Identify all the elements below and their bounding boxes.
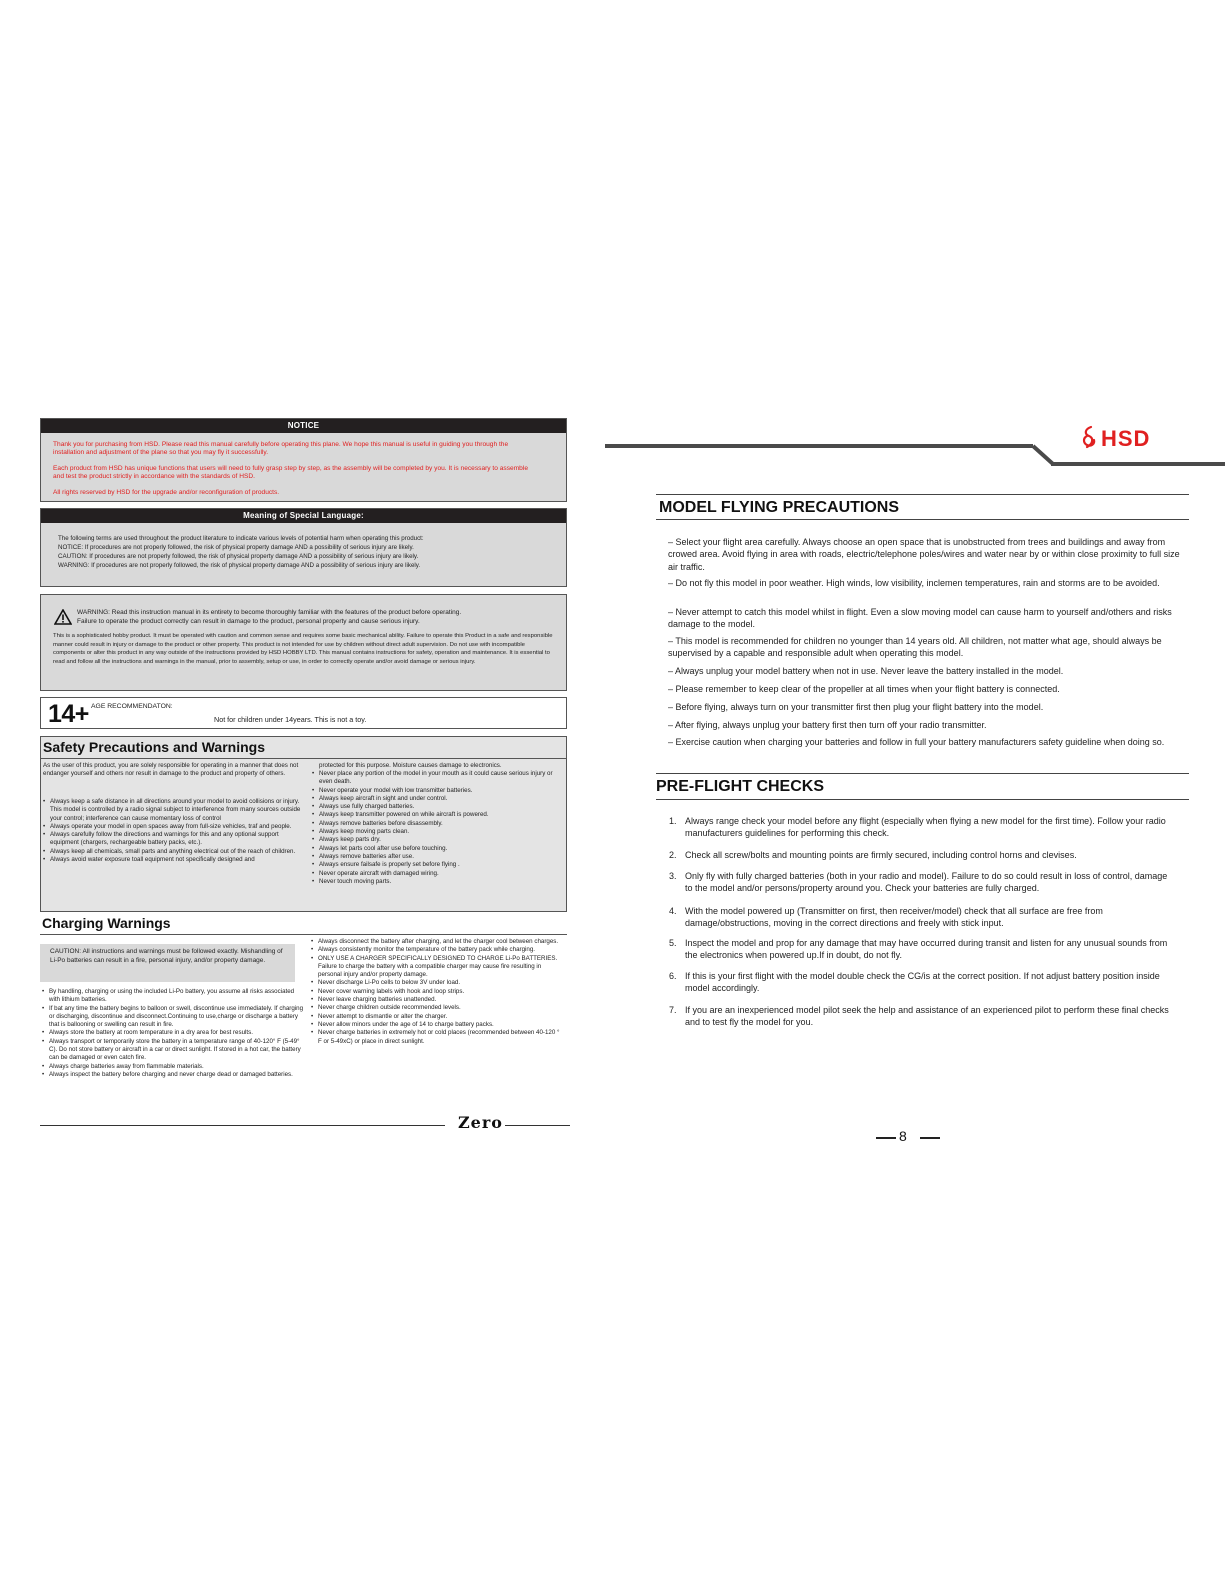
list-item: • Never touch moving parts. — [312, 878, 564, 886]
safety-section — [40, 736, 567, 912]
list-item: • Always transport or temporarily store the battery in a temperature range of 40-120° F (5-49° C). Do not store battery or aircraft in a car or direct sunlight. If stored in a hot car, the battery can be damaged or even catch fire. — [42, 1038, 304, 1063]
flying-item: – Never attempt to catch this model whilst in flight. Even a slow moving model can cause harm to yourself and/others and risks damage to the model. — [668, 607, 1172, 630]
flying-item: – Exercise caution when charging your batteries and follow in full your battery manufacturers safety guideline when doing so. — [668, 737, 1165, 747]
preflight-item: 1. Always range check your model before any flight (especially when flying a new model for the first time). Follow your radio manufacturers guidelines for performing this check. — [669, 816, 1166, 839]
list-item: • Always keep transmitter powered on while aircraft is powered. — [312, 811, 564, 819]
list-item: • Always remove batteries before disassembly. — [312, 820, 564, 828]
list-item: • Always disconnect the battery after charging, and let the charger cool between charges. — [311, 938, 563, 946]
list-item: • Always inspect the battery before charging and never charge dead or damaged batteries. — [42, 1071, 304, 1079]
safety-right-list — [312, 770, 564, 886]
flying-item: – After flying, always unplug your battery first then turn off your radio transmitter. — [668, 720, 987, 730]
list-item: • Always keep all chemicals, small parts and anything electrical out of the reach of children. — [43, 848, 308, 856]
age-badge: 14+ — [48, 700, 89, 728]
list-item: • By handling, charging or using the included Li-Po battery, you assume all risks associated with lithium batteries. — [42, 988, 304, 1005]
list-item: • ONLY USE A CHARGER SPECIFICALLY DESIGNED TO CHARGE Li-Po BATTERIES. Failure to charge the battery with a compatible charger may cause fire resulting in personal injury and/or property damage. — [311, 955, 563, 980]
safety-intro: As the user of this product, you are solely responsible for operating in a manner that does not endanger yourself and others nor result in damage to the product and property of others. — [43, 762, 299, 778]
hsd-logo-icon — [1080, 425, 1100, 451]
page-number: 8 — [899, 1128, 907, 1144]
list-item: • Always charge batteries away from flammable materials. — [42, 1063, 304, 1071]
warning-body: This is a sophisticated hobby product. It must be operated with caution and common sense and requires some basic mechanical ability. Failure to operate this Product in a safe and responsible manner could result in injury or damage to the product or other property. This product is not intended for use by children without direct adult supervision. Do not use with incompatible components or alter this product in any way outside of the instructions provided by HSD HOBBY LTD. This manual contains instructions for safety, operation and maintenance. It is essential to read and follow all the instructions and warnings in the manual, prior to assembly, setup or use, in order to correctly operate and/or avoid damage or serious injury. — [53, 633, 553, 665]
list-item: • If bat any time the battery begins to balloon or swell, discontinue use immediately. If charging or discharging, discontinue and disconnect.Continuing to use,charge or discharge a battery that is ballooning or swelling can result in fire. — [42, 1005, 304, 1030]
list-item: • Never charge children outside recommended levels. — [311, 1004, 563, 1012]
list-item: • Never operate your model with low transmitter batteries. — [312, 787, 564, 795]
flying-item: – Always unplug your model battery when not in use. Never leave the battery installed in the model. — [668, 666, 1064, 676]
warning-triangle-icon — [54, 609, 72, 625]
special-caution: CAUTION: If procedures are not properly followed, the risk of physical property damage AND a possibility of serious injury are likely. — [58, 553, 419, 560]
age-text: Not for children under 14years. This is not a toy. — [214, 715, 367, 724]
notice-paragraph: Each product from HSD has unique functions that users will need to fully grasp step by step, as the assembly will be completed by you. It is necessary to assemble and test the product strictly in accordance with the standards of HSD. — [53, 465, 528, 481]
charging-title: Charging Warnings — [42, 915, 171, 931]
list-item: • Never discharge Li-Po cells to below 3V under load. — [311, 979, 563, 987]
charging-caution: CAUTION: All instructions and warnings must be followed exactly. Mishandling of Li-Po batteries can result in a fire, personal injury, and/or property damage. — [40, 944, 295, 982]
list-item: • Never operate aircraft with damaged wiring. — [312, 870, 564, 878]
special-notice: NOTICE: If procedures are not properly followed, the risk of physical property damage AND a possibility of serious injury are likely. — [58, 544, 414, 551]
flying-item: – Before flying, always turn on your transmitter first then plug your flight battery into the model. — [668, 702, 1044, 712]
safety-title: Safety Precautions and Warnings — [43, 739, 265, 755]
list-item: • Always operate your model in open spaces away from full-size vehicles, traf and people. — [43, 823, 308, 831]
age-box — [40, 697, 567, 729]
charging-right-list — [311, 938, 563, 1046]
warning-line-1: WARNING: Read this instruction manual in its entirety to become thoroughly familiar with the features of the product before operating. — [77, 609, 462, 616]
list-item: • Always ensure failsafe is properly set before flying . — [312, 861, 564, 869]
flying-item: – This model is recommended for children no younger than 14 years old. All children, not matter what age, should always be supervised by a capable and responsible adult when operating this model. — [668, 636, 1162, 659]
preflight-item: 5. Inspect the model and prop for any damage that may have occurred during transit and listen for any unusual sounds from the electronics when powered up.If in doubt, do not fly. — [669, 938, 1168, 961]
special-language-box — [40, 508, 567, 587]
footer-brand: Zero — [458, 1113, 503, 1132]
list-item: • Always keep moving parts clean. — [312, 828, 564, 836]
list-item: • Always use fully charged batteries. — [312, 803, 564, 811]
age-label: AGE RECOMMENDATON: — [91, 703, 173, 710]
flying-item: – Do not fly this model in poor weather. High winds, low visibility, inclemen temperatures, rain and storms are to be avoided. — [668, 578, 1160, 588]
list-item: • Always store the battery at room temperature in a dry area for best results. — [42, 1029, 304, 1037]
flying-item: – Please remember to keep clear of the propeller at all times when your flight battery is connected. — [668, 684, 1060, 694]
warning-line-2: Failure to operate the product correctly can result in damage to the product, personal property and cause serious injury. — [77, 618, 420, 625]
list-item: • Always carefully follow the directions and warnings for this and any optional support equipment (chargers, rechargeable battery packs, etc.). — [43, 831, 308, 848]
list-item: • Never cover warning labels with hook and loop strips. — [311, 988, 563, 996]
notice-paragraph: Thank you for purchasing from HSD. Please read this manual carefully before operating this plane. We hope this manual is useful in guiding you through the installation and adjustment of the plane so that you may fly it successfully. — [53, 441, 509, 457]
flying-title: MODEL FLYING PRECAUTIONS — [659, 499, 900, 516]
list-item: • Always keep parts dry. — [312, 836, 564, 844]
special-intro: The following terms are used throughout the product literature to indicate various levels of potential harm when operating this product: — [58, 535, 424, 542]
list-item: • Always avoid water exposure toall equipment not specifically designed and — [43, 856, 308, 864]
safety-left-list — [43, 798, 308, 864]
preflight-item: 2. Check all screw/bolts and mounting points are firmly secured, including control horns and clevises. — [669, 850, 1077, 860]
list-item: • Always keep a safe distance in all directions around your model to avoid collisions or injury. This model is controlled by a radio signal subject to interference from many sources outside your control; interference can cause momentary loss of control — [43, 798, 308, 823]
list-item: • Never allow minors under the age of 14 to charge battery packs. — [311, 1021, 563, 1029]
list-item: • Always consistently monitor the temperature of the battery pack while charging. — [311, 946, 563, 954]
list-item: • Never leave charging batteries unattended. — [311, 996, 563, 1004]
brand-logo-text: HSD — [1101, 426, 1151, 451]
special-warning: WARNING: If procedures are not properly followed, the risk of physical property damage AND a possibility of serious injury are likely. — [58, 562, 421, 569]
preflight-item: 3. Only fly with fully charged batteries (both in your radio and model). Failure to do so could result in loss of control, damage to the model and/or persons/property around you. Check your batteries are fully charged. — [669, 871, 1168, 894]
notice-title: NOTICE — [41, 419, 566, 433]
list-item: • Never place any portion of the model in your mouth as it could cause serious injury or even death. — [312, 770, 564, 787]
special-language-title: Meaning of Special Language: — [41, 509, 566, 523]
list-item: • Never attempt to dismantle or alter the charger. — [311, 1013, 563, 1021]
safety-right-continuation: protected for this purpose. Moisture causes damage to electronics. — [319, 762, 502, 769]
notice-box — [40, 418, 567, 502]
list-item: • Always keep aircraft in sight and under control. — [312, 795, 564, 803]
charging-left-list — [42, 988, 304, 1079]
preflight-item: 6. If this is your first flight with the model double check the CG/is at the correct position. If not adjust battery position inside model accordingly. — [669, 971, 1160, 994]
preflight-item: 7. If you are an inexperienced model pilot seek the help and assistance of an experienced pilot to perform these final checks and to test fly the model for you. — [669, 1005, 1169, 1028]
notice-paragraph: All rights reserved by HSD for the upgrade and/or reconfiguration of products. — [53, 489, 280, 496]
preflight-item: 4. With the model powered up (Transmitter on first, then receiver/model) check that all surface are free from damage/obstructions, moving in the correct directions and freely with stick input. — [669, 906, 1103, 929]
warning-box — [40, 594, 567, 691]
preflight-title: PRE-FLIGHT CHECKS — [656, 778, 824, 795]
list-item: • Always remove batteries after use. — [312, 853, 564, 861]
flying-item: – Select your flight area carefully. Always choose an open space that is unobstructed from trees and buildings and away from crowed area. Avoid flying in area with roads, electric/telephone poles/wires and water near by or within close proximity to full size air traffic. — [668, 537, 1180, 572]
list-item: • Always let parts cool after use before touching. — [312, 845, 564, 853]
list-item: • Never charge batteries in extremely hot or cold places (recommended between 40-120 ° F or 5-49xC) or place in direct sunlight. — [311, 1029, 563, 1046]
